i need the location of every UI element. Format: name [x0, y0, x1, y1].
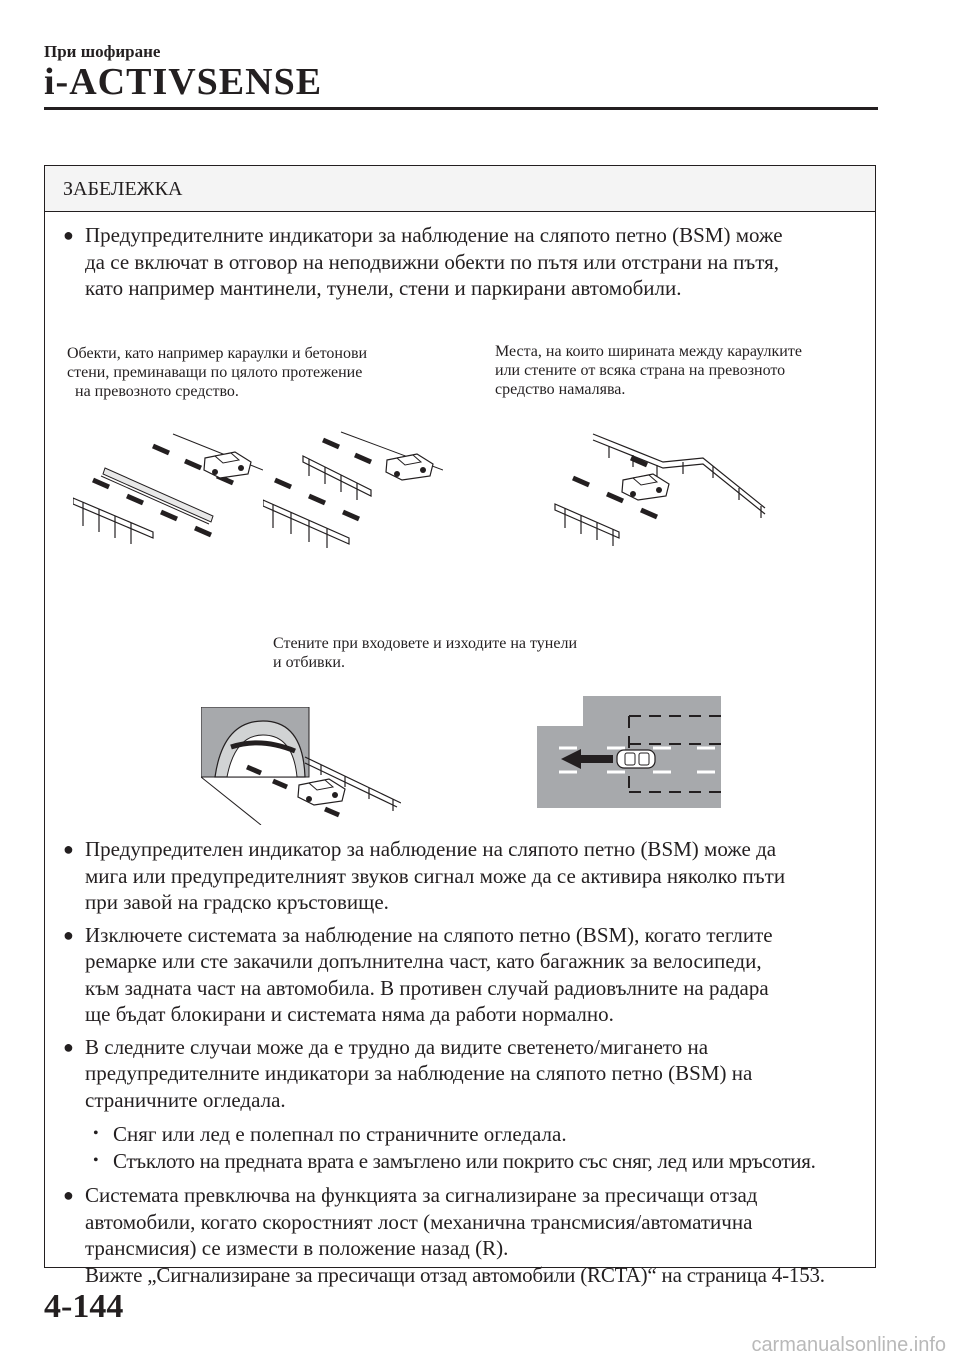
- illustration-guardrail-road: [263, 428, 443, 548]
- bullet-dot-icon: ●: [63, 225, 74, 245]
- header-rule: [44, 107, 878, 110]
- note-title: ЗАБЕЛЕЖКА: [63, 178, 183, 200]
- sub-bullet-dot-icon: •: [93, 1125, 99, 1142]
- sub-bullet-1: [85, 1121, 863, 1148]
- caption-left: [67, 344, 367, 401]
- note-bullet-4: [63, 1034, 863, 1175]
- sub-bullet-1-text: Сняг или лед е полепнал по страничните огледала.: [113, 1122, 567, 1146]
- bullet-5-line-3: трансмисия) се измести в положение назад (R).: [85, 1236, 509, 1260]
- caption-right: [495, 342, 802, 399]
- bullet-dot-icon: ●: [63, 1036, 74, 1057]
- note-box: [44, 165, 876, 1287]
- bullet-dot-icon: ●: [63, 839, 74, 859]
- watermark: carmanualsonline.info: [751, 1334, 946, 1356]
- note-bullet-3: [63, 922, 863, 1028]
- car-icon: [622, 474, 669, 500]
- bullet-2-line-3: при завой на градско кръстовище.: [85, 890, 389, 914]
- caption-left-line-2: стени, преминаващи по цялото протежение: [67, 364, 363, 381]
- bullet-dot-icon: ●: [63, 1185, 74, 1205]
- sub-bullet-dot-icon: •: [93, 1151, 99, 1169]
- illustration-narrowing-road: [553, 428, 773, 548]
- illustration-tunnel: [201, 707, 401, 825]
- page-number: 4-144: [44, 1288, 124, 1325]
- bullet-4-line-3: страничните огледала.: [85, 1087, 286, 1112]
- car-top-icon: [617, 750, 655, 768]
- caption-left-line-3: на превозното средство.: [75, 383, 239, 400]
- bullet-5-line-1: Системата превключва на функцията за сигнализиране за пресичащи отзад: [85, 1183, 758, 1207]
- note-bullet-1: [63, 222, 863, 302]
- bullet-3-line-3: към задната част на автомобила. В противен случай радиовълните на радара: [85, 975, 769, 1000]
- caption-right-line-3: средство намалява.: [495, 381, 626, 398]
- note-bullets-top: [63, 222, 863, 302]
- bullet-5-line-2: автомобили, когато скоростният лост (механична трансмисия/автоматична: [85, 1209, 753, 1234]
- note-bullet-5: [63, 1182, 863, 1288]
- note-header: [45, 166, 875, 212]
- caption-middle-line-2: и отбивки.: [273, 654, 345, 671]
- sub-bullet-2: [85, 1148, 863, 1175]
- note-bullet-2: [63, 836, 863, 916]
- caption-left-line-1: Обекти, като например караулки и бетонови: [67, 345, 368, 362]
- bullet-3-line-1: Изключете системата за наблюдение на сляпото петно (BSM), когато теглите: [85, 922, 773, 947]
- bullet-dot-icon: ●: [63, 924, 74, 945]
- car-icon: [298, 779, 345, 805]
- bullet-2-line-2: мига или предупредителният звуков сигнал може да се активира няколко пъти: [85, 863, 786, 888]
- caption-middle: [273, 634, 577, 672]
- bullet-2-line-1: Предупредителен индикатор за наблюдение на сляпото петно (BSM) може да: [85, 837, 777, 861]
- bullet-3-line-2: ремарке или сте закачили допълнителна част, като багажник за велосипеди,: [85, 949, 762, 973]
- bullet-4-line-2: предупредителните индикатори за наблюдение на сляпото петно (BSM) на: [85, 1061, 753, 1085]
- caption-right-line-2: или стените от всяка страна на превозното: [495, 362, 786, 379]
- illustration-barrier-road: [73, 428, 263, 548]
- sub-bullet-2-text: Стъклото на предната врата е замъглено или покрито със сняг, лед или мръсотия.: [113, 1148, 816, 1173]
- note-bullets-bottom: [63, 836, 863, 1288]
- section-label: При шофиране: [44, 42, 161, 61]
- caption-right-line-1: Места, на които ширината между караулките: [495, 343, 802, 360]
- bullet-1-line-2: да се включат в отговор на неподвижни обекти по пътя или отстрани на пътя,: [85, 249, 780, 274]
- bullet-3-line-4: ще бъдат блокирани и системата няма да работи нормално.: [85, 1002, 614, 1026]
- bullet-4-line-1: В следните случаи може да е трудно да видите светенето/мигането на: [85, 1034, 709, 1059]
- car-icon: [204, 452, 251, 478]
- illustration-top-view: [537, 696, 721, 808]
- caption-middle-line-1: Стените при входовете и изходите на тунели: [273, 635, 578, 652]
- bullet-1-line-3: като например мантинели, тунели, стени и паркирани автомобили.: [85, 276, 682, 300]
- bullet-5-line-4: Вижте „Сигнализиране за пресичащи отзад автомобили (RCTA)“ на страница 4-153.: [85, 1262, 825, 1287]
- page-title: i-ACTIVSENSE: [44, 61, 323, 103]
- bullet-1-line-1: Предупредителните индикатори за наблюдение на сляпото петно (BSM) може: [85, 223, 783, 247]
- car-icon: [386, 454, 433, 480]
